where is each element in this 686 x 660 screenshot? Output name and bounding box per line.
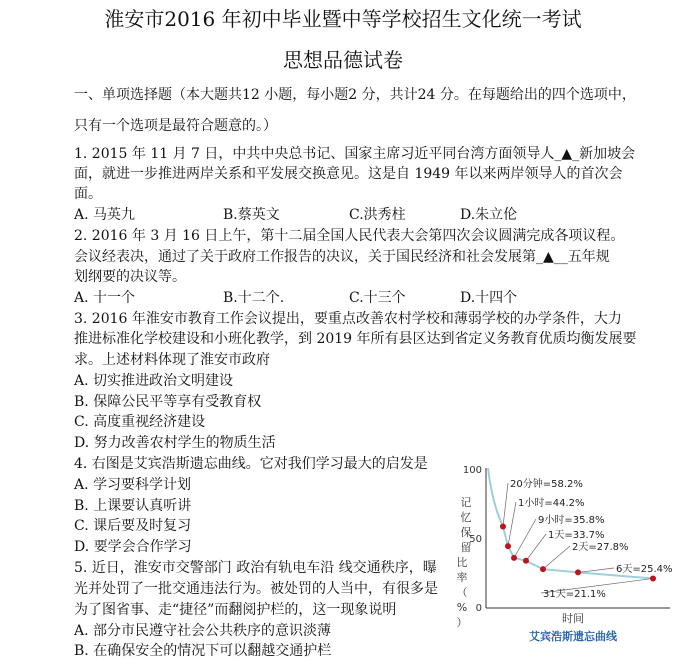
x-axis-label: 时间 (562, 612, 584, 625)
q2-option-b: B.十二个. (223, 290, 285, 306)
data-label-leader (543, 546, 570, 569)
q1-option-b: B.蔡英文 (223, 207, 280, 223)
data-label: 6天=25.4% (616, 564, 673, 575)
q2-option-c: C.十三个 (349, 290, 406, 306)
section-heading-line1: 一、单项选择题（本大题共12 小题，每小题2 分，共计24 分。在每题给出的四个选项中， (74, 87, 636, 103)
exam-subtitle: 思想品德试卷 (283, 48, 403, 72)
data-label: 1小时=44.2% (518, 498, 585, 509)
data-label-leader (503, 483, 508, 527)
section-heading-line2: 只有一个选项是最符合题意的。） (74, 118, 277, 134)
data-point (505, 543, 511, 549)
q2-option-a: A. 十一个 (74, 290, 136, 306)
q3-option-c: C. 高度重视经济建设 (74, 414, 206, 430)
data-label: 2天=27.8% (572, 542, 629, 553)
chart-title: 艾宾浩斯遗忘曲线 (529, 630, 617, 643)
q4-text-line1: 4. 右图是艾宾浩斯遗忘曲线。它对我们学习最大的启发是 (74, 456, 428, 472)
q1-text-line1: 1. 2015 年 11 月 7 日，中共中央总书记、国家主席习近平同台湾方面领导人_▲_新加坡会 (74, 146, 636, 162)
exam-title: 淮安市2016 年初中毕业暨中等学校招生文化统一考试 (104, 7, 582, 31)
q3-text-line1: 3. 2016 年淮安市教育工作会议提出，要重点改善农村学校和薄弱学校的办学条件，大力 (74, 311, 622, 327)
data-label-leader (578, 568, 614, 572)
q2-text-line1: 2. 2016 年 3 月 16 日上午，第十二届全国人民代表大会第四次会议圆满完成各项议程。 (74, 228, 625, 244)
q3-text-line2: 推进标准化学校建设和小班化教学，到 2019 年所有县区达到省定义务教育优质均衡发展要 (74, 331, 637, 347)
q1-text-line2: 面，就进一步推进两岸关系和平发展交换意见。这是自 1949 年以来两岸领导人的首次会 (74, 166, 623, 182)
q5-text-line1: 5. 近日，淮安市交警部门 政治有轨电车沿 线交通秩序，曝 (74, 560, 437, 576)
data-label: 20分钟=58.2% (510, 479, 583, 490)
q4-option-b: B. 上课要认真听讲 (74, 498, 192, 514)
data-point (540, 566, 546, 572)
data-point (650, 576, 656, 582)
y-tick-50: 50 (469, 534, 482, 545)
q3-option-b: B. 保障公民平等享有受教育权 (74, 394, 262, 410)
data-label: 9小时=35.8% (538, 515, 605, 526)
data-point (500, 524, 506, 530)
data-point (511, 555, 517, 561)
q3-option-a: A. 切实推进政治文明建设 (74, 373, 234, 389)
y-tick-0: 0 (475, 603, 482, 614)
data-label-leader (526, 534, 546, 561)
q5-text-line3: 为了图省事、走“捷径”而翻阅护栏的，这一现象说明 (74, 602, 397, 618)
q3-option-d: D. 努力改善农村学生的物质生活 (74, 435, 276, 451)
data-point (575, 569, 581, 575)
q4-option-a: A. 学习要科学计划 (74, 477, 192, 493)
q4-option-c: C. 课后要及时复习 (74, 518, 192, 534)
q5-text-line2: 光并处罚了一批交通违法行为。被处罚的人当中，有很多是 (74, 581, 438, 597)
data-label: 31天=21.1% (543, 589, 606, 600)
q1-option-a: A. 马英九 (74, 207, 136, 223)
q2-option-d: D.十四个 (460, 290, 518, 306)
data-point (523, 558, 529, 564)
q2-text-line2: 会议经表决，通过了关于政府工作报告的决议，关于国民经济和社会发展第_▲__五年规 (74, 249, 610, 265)
data-label-leader (508, 502, 516, 546)
q1-text-line3: 面。 (74, 186, 102, 202)
q5-option-a: A. 部分市民遵守社会公共秩序的意识淡薄 (74, 623, 332, 639)
q5-option-b: B. 在确保安全的情况下可以翻越交通护栏 (74, 643, 332, 659)
q4-option-d: D. 要学会合作学习 (74, 539, 192, 555)
data-label: 1天=33.7% (548, 530, 605, 541)
q1-option-d: D.朱立伦 (460, 207, 518, 223)
q3-text-line3: 求。上述材料体现了淮安市政府 (74, 352, 270, 368)
q2-text-line3: 划纲要的决议等。 (74, 269, 186, 285)
forgetting-curve-chart (448, 456, 678, 651)
y-tick-100: 100 (462, 465, 482, 476)
q1-option-c: C.洪秀柱 (349, 207, 406, 223)
y-axis-label: 记忆保留比率（%） (456, 496, 472, 629)
